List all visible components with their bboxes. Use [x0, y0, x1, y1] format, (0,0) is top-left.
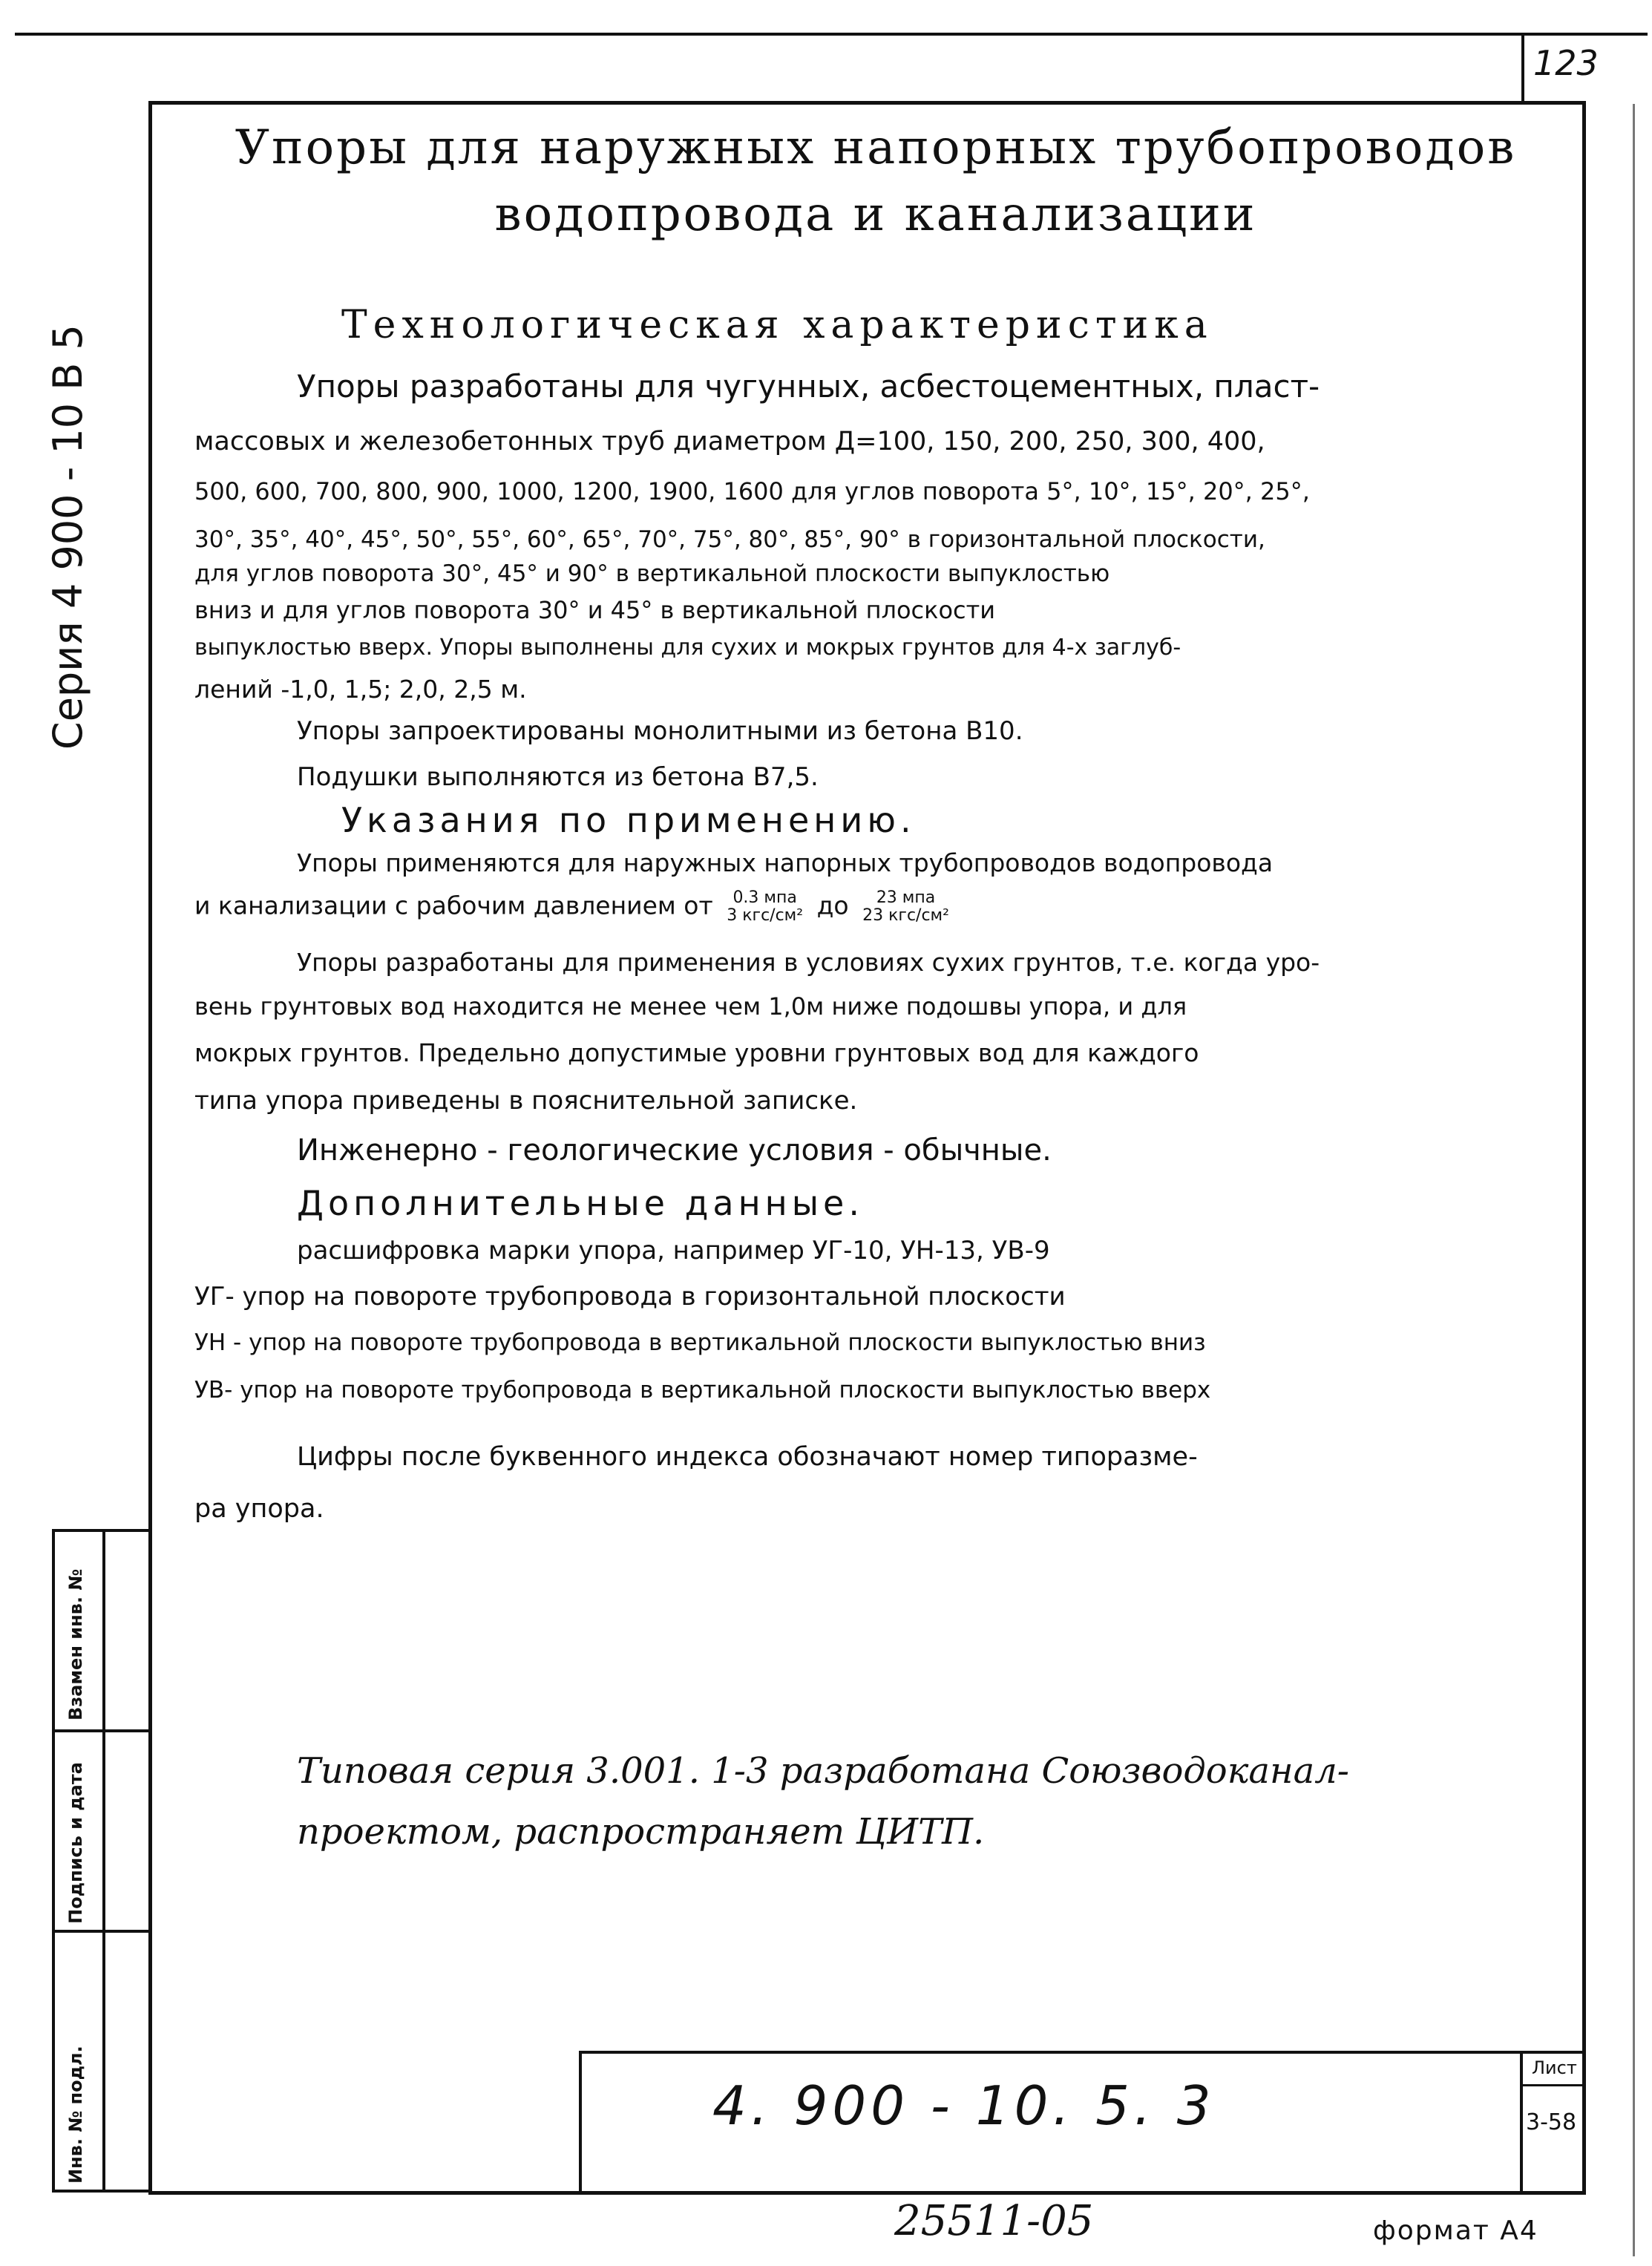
tech-line-7: выпуклостью вверх. Упоры выполнены для сухих и мокрых грунтов для 4-х заглуб-: [194, 635, 1181, 661]
extra-item-uv: УВ- упор на повороте трубопровода в вертикальной плоскости выпуклостью вверх: [194, 1377, 1211, 1404]
section-extra-heading: Дополнительные данные.: [297, 1183, 864, 1223]
top-edge-line: [15, 33, 1648, 36]
stamp-left: [579, 2051, 582, 2193]
tech-line-2: массовых и железобетонных труб диаметром Д=100, 150, 200, 250, 300, 400,: [194, 427, 1265, 456]
usage-line-5: мокрых грунтов. Предельно допустимые уровни грунтовых вод для каждого: [194, 1038, 1199, 1067]
sheet-label: Лист: [1532, 2057, 1577, 2078]
frame-bottom: [148, 2191, 1586, 2195]
sheet-value: 3-58: [1526, 2109, 1577, 2135]
extra-item-un: УН - упор на повороте трубопровода в вертикальной плоскости выпуклостью вниз: [194, 1329, 1206, 1356]
inventory-number: 25511-05: [894, 2197, 1094, 2245]
title-line-2: водопровода и канализации: [494, 187, 1257, 242]
concrete-line-2: Подушки выполняются из бетона В7,5.: [297, 762, 819, 792]
pressure-to-mpa: 23 мпа: [876, 888, 936, 907]
series-side-label: Серия 4 900 - 10 В 5: [45, 324, 91, 750]
usage-line-4: вень грунтовых вод находится не менее чем 1,0м ниже подошвы упора, и для: [194, 992, 1187, 1021]
stamp-top: [579, 2051, 1586, 2054]
geo-conditions: Инженерно - геологические условия - обычные.: [297, 1133, 1052, 1168]
series-note-line-1: Типовая серия 3.001. 1-3 разработана Союзводоканал-: [297, 1750, 1349, 1792]
tech-line-5: для углов поворота 30°, 45° и 90° в вертикальной плоскости выпуклостью: [194, 560, 1110, 587]
usage-line-3: Упоры разработаны для применения в условиях сухих грунтов, т.е. когда уро-: [297, 948, 1320, 977]
document-code: 4. 900 - 10. 5. 3: [712, 2075, 1216, 2137]
frame-left: [148, 101, 152, 2194]
frame-top: [148, 101, 1585, 105]
tech-line-3: 500, 600, 700, 800, 900, 1000, 1200, 1900, 1600 для углов поворота 5°, 10°, 15°, 20°, 25°,: [194, 477, 1310, 505]
left-stamp-bottom: [52, 2190, 150, 2193]
usage-line-2: [194, 889, 955, 925]
concrete-line-1: Упоры запроектированы монолитными из бетона В10.: [297, 716, 1023, 746]
tech-line-1: Упоры разработаны для чугунных, асбестоцементных, пласт-: [297, 368, 1320, 405]
digits-line-1: Цифры после буквенного индекса обозначают номер типоразме-: [297, 1442, 1198, 1472]
extra-intro: расшифровка марки упора, например УГ-10, УН-13, УВ-9: [297, 1236, 1050, 1265]
pressure-from-fraction: [727, 889, 803, 925]
pressure-to-fraction: [862, 889, 949, 925]
tech-line-4: 30°, 35°, 40°, 45°, 50°, 55°, 60°, 65°, 70°, 75°, 80°, 85°, 90° в горизонтальной плоскости,: [194, 526, 1265, 553]
title-line-1: Упоры для наружных напорных трубопроводов: [235, 120, 1517, 175]
extra-item-ug: УГ- упор на повороте трубопровода в горизонтальной плоскости: [194, 1282, 1066, 1312]
section-usage-heading: Указания по применению.: [341, 800, 916, 840]
left-stamp-divider: [102, 1529, 105, 2190]
left-stamp-top: [52, 1529, 150, 1532]
usage-line-2-to: до: [816, 891, 849, 920]
left-stamp-sign: Подпись и дата: [65, 1762, 86, 1924]
page-number-divider: [1521, 33, 1524, 104]
left-stamp-sep-1: [52, 1729, 150, 1732]
pressure-from-kgs: 3 кгс/см²: [727, 906, 804, 926]
stamp-sheet-hline: [1520, 2084, 1586, 2086]
outer-right-edge: [1633, 104, 1635, 2256]
stamp-sheet-divider: [1520, 2051, 1523, 2193]
format-label: формат А4: [1373, 2216, 1538, 2246]
series-note-line-2: проектом, распространяет ЦИТП.: [297, 1811, 985, 1853]
section-tech-heading: Технологическая характеристика: [341, 303, 1213, 347]
page-number: 123: [1533, 43, 1599, 83]
digits-line-2: ра упора.: [194, 1494, 324, 1524]
pressure-from-mpa: 0.3 мпа: [732, 888, 797, 907]
left-stamp-replace: Взамен инв. №: [65, 1568, 86, 1720]
tech-line-6: вниз и для углов поворота 30° и 45° в вертикальной плоскости: [194, 596, 996, 624]
usage-line-2-start: и канализации с рабочим давлением от: [194, 891, 713, 920]
left-stamp-left-line: [52, 1529, 55, 2190]
usage-line-1: Упоры применяются для наружных напорных трубопроводов водопровода: [297, 848, 1274, 877]
left-stamp-sep-2: [52, 1930, 150, 1933]
tech-line-8: лений -1,0, 1,5; 2,0, 2,5 м.: [194, 675, 527, 704]
frame-right: [1582, 101, 1586, 2194]
left-stamp-inv: Инв. № подл.: [65, 2046, 86, 2184]
usage-line-6: типа упора приведены в пояснительной записке.: [194, 1086, 858, 1116]
pressure-to-kgs: 23 кгс/см²: [862, 906, 949, 926]
